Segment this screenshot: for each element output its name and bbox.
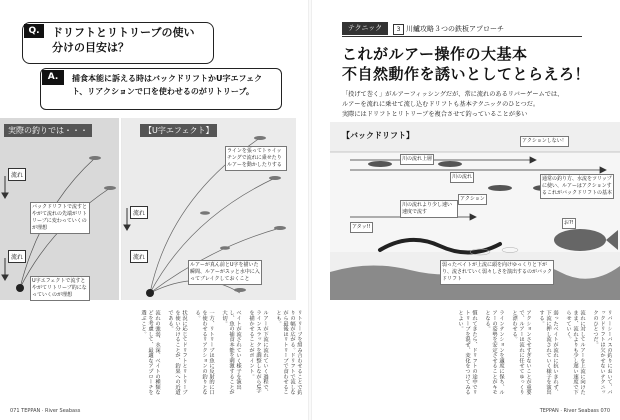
right-column-4: アクションさせすぎないことが重要で、ルアーは流れに任せてゆっくりと漂わせる。 <box>511 310 531 395</box>
right-column-2: 流れに対してルアーを上流に向けたまま、流れよりも少し遅い速度で下らせていく。 <box>565 310 585 395</box>
left-column-5: 状況に応じてドリフトとリトリーブを使い分けることが、釣果への近道である。 <box>167 310 187 395</box>
answer-tag: A. <box>42 70 64 85</box>
current-lower-label: 川の流れより少し速い速度で流す <box>400 200 458 218</box>
lead-paragraph <box>342 90 602 120</box>
lead-line-1: 「投げて巻く」がルアーフィッシングだが、常に流れのあるリバーゲームでは、 <box>342 91 564 98</box>
flow-label-2: 流れ <box>8 250 26 263</box>
angler-right-icon <box>146 289 154 297</box>
right-page-number: 070 <box>600 408 610 414</box>
right-body-text <box>322 310 612 400</box>
headline-line-2: 不自然動作を誘いとしてとらえろ！ <box>342 65 591 83</box>
note-speed: 通常の釣り方、水流をツリップに使い、ルアーはアクションするこれがバックドリフトの基本 <box>540 174 614 199</box>
left-page-number: 071 <box>10 408 20 414</box>
left-column-3: ベイトが流されていく様子を演出し、魚の捕食本能を刺激することが大切。 <box>221 310 241 395</box>
lead-line-2: ルアーを流れに乗せて流し込むドリフトも基本テクニックのひとつだ。 <box>342 101 540 108</box>
right-magazine-name: TEPPAN · River Seabass <box>539 408 599 414</box>
left-column-6: 流れの強弱、水深、ベイトの種類などを考慮して、最適なアプローチを選ぶこと。 <box>140 310 160 395</box>
right-column-3: 弱ったベイトが流れに抗いきれず、下流に押し流されていく様子を演出する。 <box>538 310 558 395</box>
left-column-1: リトリーブを組み合わせることで釣りの幅が広がる。ドリフトで流しながら最後はリトリーブで食わせることも。 <box>275 310 302 395</box>
lead-line-3: 実際にはドリフトとリトリーブを複合させて釣っていることが多い <box>342 111 528 118</box>
note-u-effect: U字エフェクトで流すとやがてリトリーブ的になっていくのが理想 <box>30 276 90 301</box>
left-body-text <box>12 310 302 400</box>
right-column-5: ラインテンションを適度に保ち、ルアーの姿勢を安定させることがキモとなる。 <box>484 310 504 395</box>
technique-title: 川鱸攻略３つの鉄板アプローチ <box>406 25 504 33</box>
flow-label-4: 流れ <box>130 250 148 263</box>
technique-number: 3 <box>393 24 404 35</box>
question-tag: Q. <box>24 24 44 38</box>
action-label-2: アクション <box>458 194 487 205</box>
current-mid-label: 川の流れ <box>450 172 474 183</box>
answer-text: 捕食本能に訴える時はバックドリフトかU字エフェクト、リアクションで口を使わせるのがリトリーブ。 <box>72 74 263 96</box>
left-footer <box>10 408 80 414</box>
right-column-6: 慣れてきたら、ドリフトの途中でリトリーブを混ぜ、変化をつけてみるとよい。 <box>457 310 477 395</box>
seabass-icon <box>554 229 606 251</box>
angler-left-icon <box>16 284 24 292</box>
note-line: ルアーが真ん前とU字を描いた瞬間、ルアーがスッと水中に入ってブレイクしておくこと <box>188 260 262 285</box>
left-magazine-name: TEPPAN · River Seabass <box>21 408 81 414</box>
left-column-4: 一方、リトリーブは魚に反射的に口を使わせるリアクションの釣りとなる。 <box>194 310 214 395</box>
action-label: アクションしない！ <box>520 136 569 147</box>
back-drift-title: 【バックドリフト】 <box>342 131 414 140</box>
right-column-1: リバーシーバスの釣りにおいて、バックドリフトは欠かせないテクニックのひとつだ。 <box>592 310 612 395</box>
flow-label-3: 流れ <box>130 206 148 219</box>
fish-sound-right: お?! <box>562 218 576 229</box>
right-footer <box>540 408 610 414</box>
panel-title-real: 実際の釣りでは・・・ <box>4 124 92 137</box>
question-text: ドリフトとリトリーブの使い分けの目安は？ <box>52 26 195 54</box>
right-illustration <box>330 122 620 300</box>
panel-title-u: 【U字エフェクト】 <box>140 124 217 137</box>
headline-line-1: これがルアー操作の大基本 <box>342 45 528 63</box>
note-bait: 弱ったベイトが上流に頭を向けゆっくりと下がり、流されていく弱々しさを演出するのがバックドリフト <box>440 260 554 285</box>
current-upper-label: 川の流れ上層 <box>400 154 434 165</box>
fish-sound-left: アタッ!! <box>350 222 373 233</box>
technique-tag: テクニック <box>342 22 388 35</box>
note-twitch: ラインを張ってトゥイッチングで流れに乗せたりルアーを動かしたりする <box>225 146 287 171</box>
left-illustration <box>0 118 296 300</box>
note-back-drift: バックドリフトで流すとやがて流れの先端がリトリーブに変わっていくのが理想 <box>30 202 90 234</box>
left-column-2: ルアーが下流に流れていく過程で、ラインスラックを調整しながらU字を描かせることがポイント。 <box>248 310 268 395</box>
article-headline <box>342 44 592 84</box>
flow-label-1: 流れ <box>8 168 26 181</box>
